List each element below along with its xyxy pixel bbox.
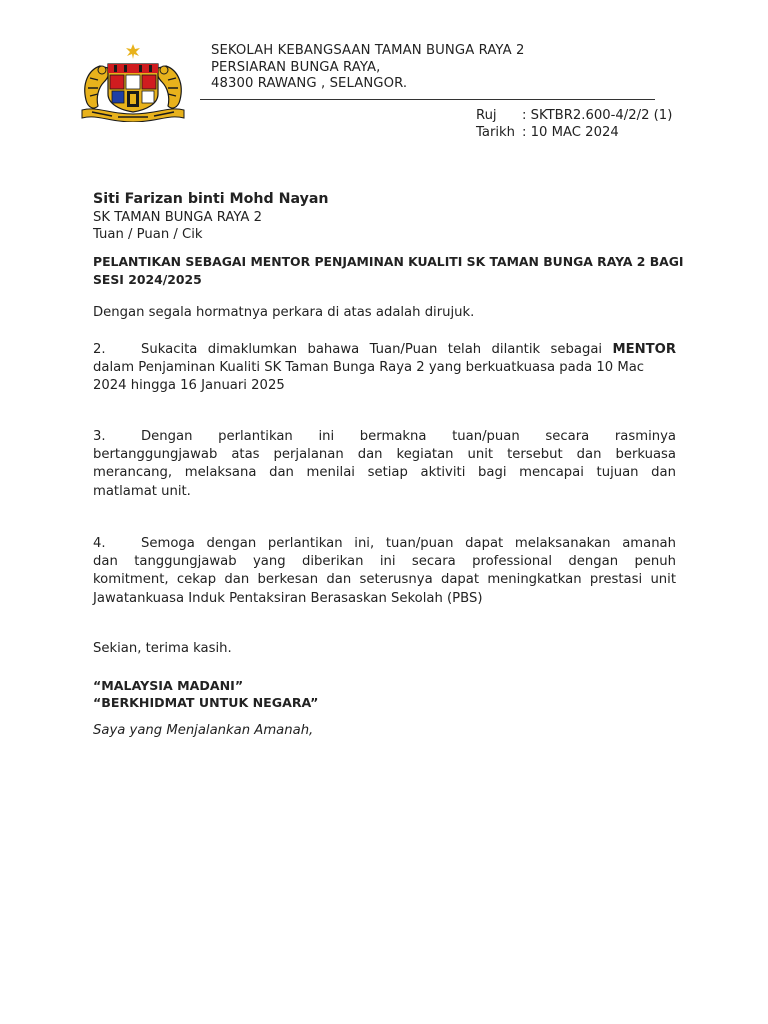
ruj-value: : SKTBR2.600-4/2/2 (1) <box>522 108 673 123</box>
paragraph-4-line-2: dan tanggungjawab yang diberikan ini secara professional dengan penuh <box>93 554 676 570</box>
recipient-salutation: Tuan / Puan / Cik <box>93 227 203 242</box>
reference-block <box>476 108 672 141</box>
school-postcode-city: 48300 RAWANG , SELANGOR. <box>211 76 408 92</box>
paragraph-4 <box>93 535 676 608</box>
paragraph-4-line-4: Jawatankuasa Induk Pentaksiran Berasaskan Sekolah (PBS) <box>93 590 483 606</box>
ruj-label: Ruj <box>476 108 497 123</box>
paragraph-4-line-1: 4. Semoga dengan perlantikan ini, tuan/puan dapat melaksanakan amanah <box>93 535 676 553</box>
tarikh-label: Tarikh <box>476 124 516 140</box>
school-name: SEKOLAH KEBANGSAAN TAMAN BUNGA RAYA 2 <box>211 43 525 58</box>
recipient-name: Siti Farizan binti Mohd Nayan <box>93 191 329 207</box>
letterhead-divider <box>200 99 655 100</box>
motto-line-2: “BERKHIDMAT UNTUK NEGARA” <box>93 695 319 710</box>
paragraph-2 <box>93 341 676 396</box>
opening-line: Dengan segala hormatnya perkara di atas adalah dirujuk. <box>93 305 475 320</box>
ruj-row <box>476 108 672 125</box>
letterhead <box>211 43 524 93</box>
letter-subject <box>93 253 684 288</box>
paragraph-4-line-3: komitment, cekap dan berkesan dan seterusnya dapat meningkatkan prestasi unit <box>93 572 676 588</box>
subject-line-1: PELANTIKAN SEBAGAI MENTOR PENJAMINAN KUALITI SK TAMAN BUNGA RAYA 2 BAGI <box>93 254 684 269</box>
paragraph-2-line-3: 2024 hingga 16 Januari 2025 <box>93 378 285 394</box>
paragraph-3-line-2: bertanggungjawab atas perjalanan dan kegiatan unit tersebut dan berkuasa <box>93 447 676 463</box>
motto-block <box>93 677 318 711</box>
subject-line-2: SESI 2024/2025 <box>93 271 202 287</box>
mentor-keyword: MENTOR <box>612 342 676 357</box>
school-street: PERSIARAN BUNGA RAYA, <box>211 59 381 75</box>
motto-line-1: “MALAYSIA MADANI” <box>93 678 244 693</box>
coat-of-arms-icon <box>78 44 188 122</box>
recipient-block <box>93 190 329 243</box>
paragraph-4-number: 4. <box>93 536 106 551</box>
signoff-line: Saya yang Menjalankan Amanah, <box>93 723 314 738</box>
tarikh-value: : 10 MAC 2024 <box>522 124 619 140</box>
paragraph-2-number: 2. <box>93 342 106 357</box>
paragraph-3-line-3: merancang, melaksana dan menilai setiap aktiviti bagi mencapai tujuan dan <box>93 465 676 481</box>
recipient-school: SK TAMAN BUNGA RAYA 2 <box>93 210 262 225</box>
paragraph-3-line-4: matlamat unit. <box>93 483 191 499</box>
paragraph-3 <box>93 428 676 501</box>
paragraph-3-number: 3. <box>93 429 106 444</box>
paragraph-2-line-2: dalam Penjaminan Kualiti SK Taman Bunga Raya 2 yang berkuatkuasa pada 10 Mac <box>93 360 645 376</box>
paragraph-2-line-1: 2. Sukacita dimaklumkan bahawa Tuan/Puan telah dilantik sebagai MENTOR <box>93 341 676 359</box>
closing-line: Sekian, terima kasih. <box>93 641 232 656</box>
tarikh-row <box>476 125 672 142</box>
paragraph-3-line-1: 3. Dengan perlantikan ini bermakna tuan/puan secara rasminya <box>93 428 676 446</box>
